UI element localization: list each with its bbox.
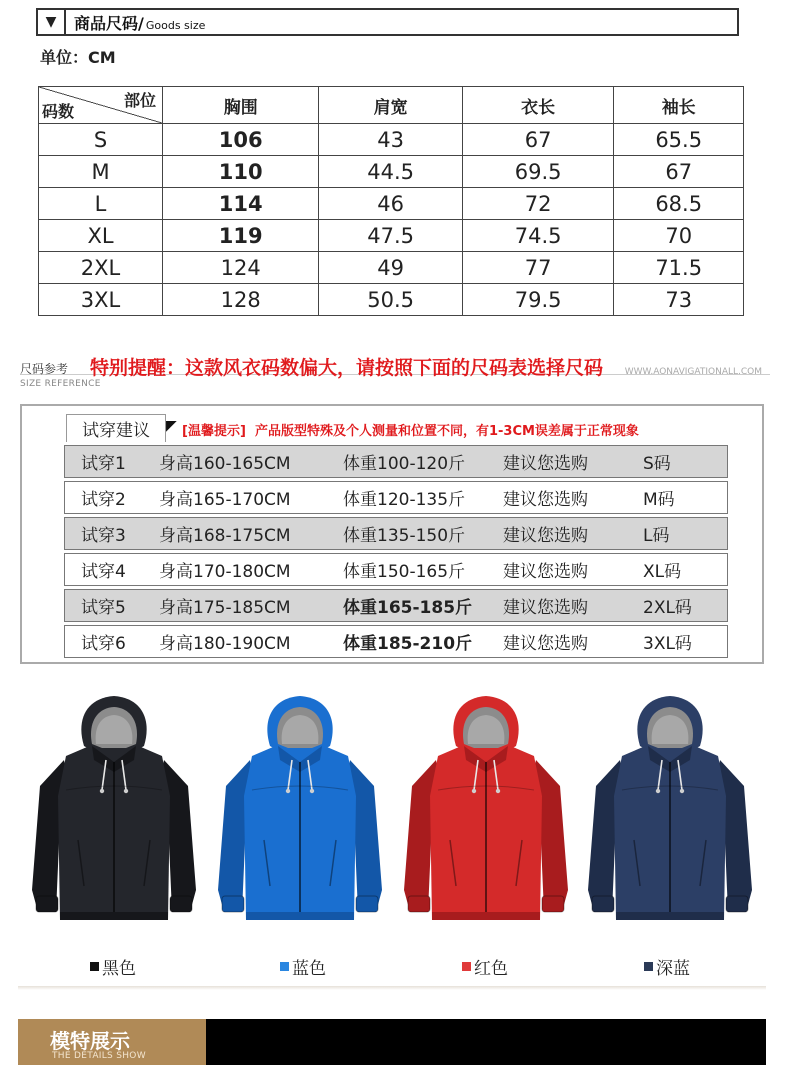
- chest-cell: 119: [163, 220, 319, 252]
- suggest-text: 建议您选购: [503, 634, 588, 654]
- weight-range: 体重120-135斤: [343, 490, 466, 510]
- model-show-banner: [18, 1019, 766, 1065]
- suggest-text: 建议您选购: [503, 598, 588, 618]
- jacket-image-blue: [212, 690, 388, 926]
- tip-text: 产品版型特殊及个人测量和位置不同，有1-3CM误差属于正常现象: [254, 424, 639, 439]
- height-range: 身高168-175CM: [159, 526, 291, 546]
- corner-top-label: 部位: [123, 91, 156, 110]
- jacket-image-red: [398, 690, 574, 926]
- suggested-size: 3XL码: [643, 634, 692, 654]
- length-cell: 67: [462, 124, 613, 156]
- table-row: [39, 156, 744, 188]
- try-label: 试穿4: [81, 562, 126, 582]
- try-label: 试穿2: [81, 490, 126, 510]
- shoulder-cell: 46: [319, 188, 463, 220]
- tip-bracket: [温馨提示]: [182, 424, 246, 439]
- suggested-size: XL码: [643, 562, 682, 582]
- table-row: [39, 220, 744, 252]
- size-table: [38, 86, 744, 316]
- size-reference-strip: [20, 350, 770, 392]
- color-label: 深蓝: [656, 959, 690, 979]
- sleeve-cell: 67: [614, 156, 744, 188]
- size-table-header: [39, 87, 744, 124]
- color-options: [0, 950, 790, 979]
- color-label: 蓝色: [292, 959, 326, 979]
- suggest-text: 建议您选购: [503, 490, 588, 510]
- unit-label: 单位：CM: [40, 48, 116, 67]
- length-cell: 74.5: [462, 220, 613, 252]
- shoulder-cell: 44.5: [319, 156, 463, 188]
- sleeve-cell: 68.5: [614, 188, 744, 220]
- divider: [18, 986, 766, 990]
- color-label: 黑色: [102, 959, 136, 979]
- color-option-navy[interactable]: [644, 954, 690, 979]
- suggested-size: S码: [643, 454, 671, 474]
- weight-range: 体重165-185斤: [343, 598, 473, 618]
- length-cell: 72: [462, 188, 613, 220]
- try-label: 试穿1: [81, 454, 126, 474]
- length-cell: 77: [462, 252, 613, 284]
- section-title-cn: 商品尺码/: [74, 13, 144, 33]
- suggested-size: M码: [643, 490, 675, 510]
- suggested-size: L码: [643, 526, 670, 546]
- corner-bottom-label: 码数: [42, 102, 75, 121]
- banner-label-block: [18, 1019, 206, 1065]
- table-row: [39, 124, 744, 156]
- length-cell: 79.5: [462, 284, 613, 316]
- table-row: [39, 188, 744, 220]
- reference-sub: SIZE REFERENCE: [20, 379, 101, 389]
- list-item: [64, 589, 728, 622]
- section-header: [36, 8, 739, 36]
- col-header-shoulder: 肩宽: [319, 87, 463, 124]
- sleeve-cell: 73: [614, 284, 744, 316]
- banner-sub: THE DETAILS SHOW: [52, 1051, 146, 1061]
- col-header-chest: 胸围: [163, 87, 319, 124]
- color-swatch: [90, 962, 99, 971]
- list-item: [64, 481, 728, 514]
- size-cell: M: [39, 156, 163, 188]
- table-row: [39, 252, 744, 284]
- color-swatch: [280, 962, 289, 971]
- try-label: 试穿3: [81, 526, 126, 546]
- size-cell: 3XL: [39, 284, 163, 316]
- table-row: [39, 284, 744, 316]
- sleeve-cell: 70: [614, 220, 744, 252]
- chest-cell: 124: [163, 252, 319, 284]
- color-label: 红色: [474, 959, 508, 979]
- size-cell: L: [39, 188, 163, 220]
- size-cell: XL: [39, 220, 163, 252]
- shoulder-cell: 50.5: [319, 284, 463, 316]
- height-range: 身高175-185CM: [159, 598, 291, 618]
- length-cell: 69.5: [462, 156, 613, 188]
- jacket-image-black: [26, 690, 202, 926]
- sleeve-cell: 71.5: [614, 252, 744, 284]
- size-cell: 2XL: [39, 252, 163, 284]
- banner-title: 模特展示: [50, 1029, 130, 1053]
- color-swatch: [644, 962, 653, 971]
- weight-range: 体重100-120斤: [343, 454, 466, 474]
- fit-suggestion-box: [20, 404, 764, 664]
- height-range: 身高170-180CM: [159, 562, 291, 582]
- corner-cell: [39, 87, 163, 124]
- col-header-sleeve: 袖长: [614, 87, 744, 124]
- col-header-length: 衣长: [462, 87, 613, 124]
- jacket-image-navy: [582, 690, 758, 926]
- weight-range: 体重135-150斤: [343, 526, 466, 546]
- color-option-red[interactable]: [462, 954, 508, 979]
- try-label: 试穿6: [81, 634, 126, 654]
- color-option-black[interactable]: [90, 954, 136, 979]
- chest-cell: 106: [163, 124, 319, 156]
- triangle-down-icon: ▼: [38, 10, 66, 34]
- color-option-blue[interactable]: [280, 954, 326, 979]
- shoulder-cell: 47.5: [319, 220, 463, 252]
- suggest-text: 建议您选购: [503, 454, 588, 474]
- color-swatch: [462, 962, 471, 971]
- suggested-size: 2XL码: [643, 598, 692, 618]
- reminder-note: 特别提醒：这款风衣码数偏大，请按照下面的尺码表选择尺码: [90, 357, 604, 379]
- watermark: WWW.AONAVIGATIONALL.COM: [624, 367, 762, 377]
- sleeve-cell: 65.5: [614, 124, 744, 156]
- fit-tip: [182, 420, 639, 439]
- jacket-gallery: [0, 690, 790, 930]
- suggest-text: 建议您选购: [503, 562, 588, 582]
- reference-label: 尺码参考: [20, 362, 69, 376]
- chest-cell: 114: [163, 188, 319, 220]
- list-item: [64, 517, 728, 550]
- suggest-text: 建议您选购: [503, 526, 588, 546]
- weight-range: 体重150-165斤: [343, 562, 466, 582]
- section-title: [66, 11, 205, 34]
- height-range: 身高165-170CM: [159, 490, 291, 510]
- size-cell: S: [39, 124, 163, 156]
- height-range: 身高180-190CM: [159, 634, 291, 654]
- corner-arrow-icon: ◤: [166, 418, 177, 434]
- shoulder-cell: 49: [319, 252, 463, 284]
- chest-cell: 110: [163, 156, 319, 188]
- list-item: [64, 445, 728, 478]
- try-label: 试穿5: [81, 598, 126, 618]
- fit-suggestion-tab: 试穿建议: [66, 414, 166, 442]
- section-title-en: Goods size: [145, 18, 206, 32]
- fit-rows: [64, 445, 728, 661]
- list-item: [64, 625, 728, 658]
- height-range: 身高160-165CM: [159, 454, 291, 474]
- list-item: [64, 553, 728, 586]
- chest-cell: 128: [163, 284, 319, 316]
- weight-range: 体重185-210斤: [343, 634, 473, 654]
- shoulder-cell: 43: [319, 124, 463, 156]
